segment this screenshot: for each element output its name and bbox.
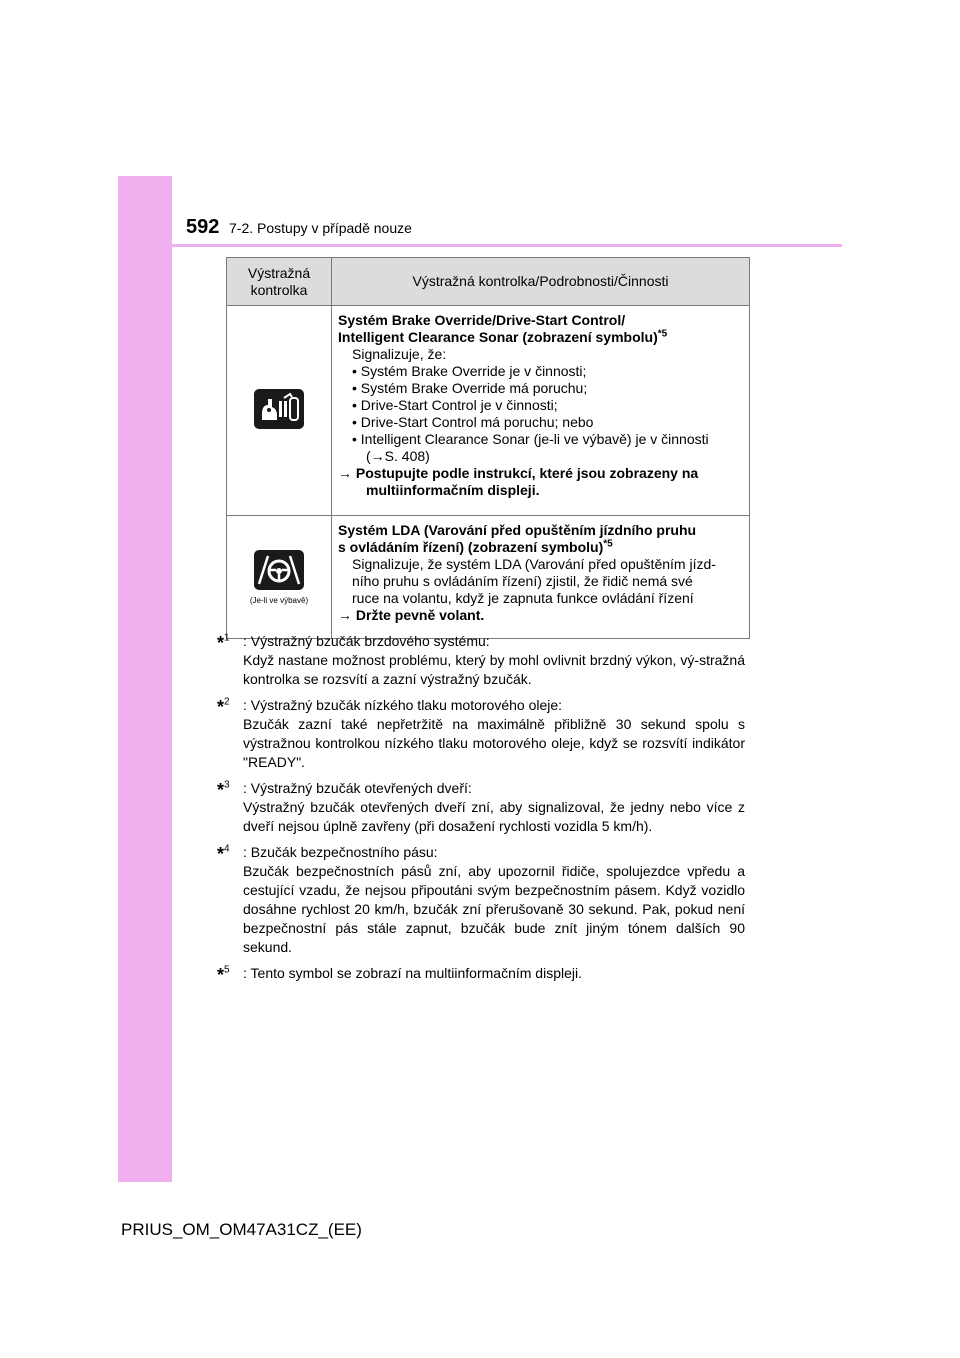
footnote-number: 4: [224, 843, 230, 855]
action-line: → Postupujte podle instrukcí, které jsou zobrazeny na: [338, 465, 699, 481]
footnote-number: 1: [224, 632, 230, 644]
column-header-icon: [227, 258, 332, 306]
footnote-mark: *5: [603, 538, 613, 550]
footnote-title: : Výstražný bzučák otevřených dveří:: [243, 780, 472, 796]
footnote-title: : Výstražný bzučák nízkého tlaku motorového oleje:: [243, 697, 563, 713]
row-title-text: s ovládáním řízení) (zobrazení symbolu): [338, 539, 604, 555]
brake-override-icon: [254, 389, 304, 429]
footnote: [217, 779, 745, 836]
lda-steering-icon: [254, 550, 304, 590]
footnote-marker: *$^3$: [217, 779, 230, 800]
row-title-text: Intelligent Clearance Sonar (zobrazení symbolu): [338, 329, 658, 345]
page-reference: (→S. 408): [366, 448, 430, 464]
footnote-number: 3: [224, 779, 230, 791]
footnote-text: Když nastane možnost problému, který by mohl ovlivnit brzdný výkon, vý-stražná kontrolka se rozsvítí a zazní výstražný bzučák.: [243, 652, 745, 687]
row-title-line: Systém Brake Override/Drive-Start Control/: [338, 312, 626, 328]
footnote-marker: *$^1$: [217, 632, 230, 653]
footnote: [217, 696, 745, 772]
footnote-text: Bzučák zazní také nepřetržitě na maximálně přibližně 30 sekund spolu s výstražnou kontrolkou nízkého tlaku motorového oleje, když se rozsvítí indikátor "READY".: [243, 716, 745, 770]
icon-cell: [227, 306, 332, 516]
action-line: → Držte pevně volant.: [338, 607, 485, 623]
footnote-mark: *5: [657, 328, 668, 340]
row-description: ruce na volantu, když je zapnuta funkce ovládání řízení: [352, 590, 694, 606]
footnote: [217, 843, 745, 957]
row-title-line: [338, 329, 743, 346]
table-row: [227, 516, 750, 639]
footnote-title: : Tento symbol se zobrazí na multiinformačním displeji.: [243, 965, 582, 981]
document-code: PRIUS_OM_OM47A31CZ_(EE): [121, 1220, 362, 1239]
table-row: [227, 306, 750, 516]
chapter-sidebar-tab: [118, 176, 172, 1182]
list-item: • Drive-Start Control má poruchu; nebo: [352, 414, 594, 430]
row-intro: Signalizuje, že:: [352, 346, 447, 362]
section-title: 7-2. Postupy v případě nouze: [229, 220, 412, 236]
footnote-text: Výstražný bzučák otevřených dveří zní, aby signalizoval, že jedny nebo více z dveří nejsou úplně zavřeny (při dosažení rychlosti vozidla 5 km/h).: [243, 799, 745, 834]
footnote-number: 2: [224, 696, 230, 708]
footnote-title: : Výstražný bzučák brzdového systému:: [243, 633, 490, 649]
list-item: • Drive-Start Control je v činnosti;: [352, 397, 558, 413]
row-description: Signalizuje, že systém LDA (Varování před opuštěním jízd-: [352, 556, 716, 572]
footnote-number: 5: [224, 964, 230, 976]
row-title-line: Systém LDA (Varování před opuštěním jízdního pruhu: [338, 522, 697, 538]
footnote-marker: *$^2$: [217, 696, 230, 717]
column-header-icon-label: Výstražná kontrolka: [247, 264, 311, 298]
list-item: • Systém Brake Override má poruchu;: [352, 380, 588, 396]
footnotes: [217, 632, 745, 990]
footnote: [217, 964, 745, 983]
list-item: • Systém Brake Override je v činnosti;: [352, 363, 587, 379]
footnote-marker: *$^4$: [217, 843, 230, 864]
header-rule: [172, 244, 842, 247]
row-title-line: [338, 539, 743, 556]
list-item: • Intelligent Clearance Sonar (je-li ve výbavě) je v činnosti: [352, 431, 709, 447]
footnote-text: Bzučák bezpečnostních pásů zní, aby upozornil řidiče, spolujezdce vpředu a cestující vzadu, že nejsou připoutáni svým bezpečnostním pásem. Když vozidlo dosáhne rychlost 20 km/h, bzučák zní přerušovaně 30 sekund. Pak, pokud není bezpečnostní pás stále zapnut, bzučák bude znít jiným tónem dalších 90 sekund.: [243, 863, 745, 955]
row-description: ního pruhu s ovládáním řízení) zjistil, že řidič nemá své: [352, 573, 693, 589]
icon-caption: (Je-li ve výbavě): [249, 595, 309, 605]
footnote-marker: *$^5$: [217, 964, 230, 985]
icon-cell: [227, 516, 332, 639]
footnote-title: : Bzučák bezpečnostního pásu:: [243, 844, 438, 860]
warning-light-table: [226, 257, 750, 639]
page-number: 592: [186, 216, 220, 238]
description-cell: [332, 516, 750, 639]
action-line: multiinformačním displeji.: [366, 482, 540, 498]
footnote: [217, 632, 745, 689]
description-cell: [332, 306, 750, 516]
table-header-row: [227, 258, 750, 306]
column-header-description: Výstražná kontrolka/Podrobnosti/Činnosti: [332, 258, 750, 306]
